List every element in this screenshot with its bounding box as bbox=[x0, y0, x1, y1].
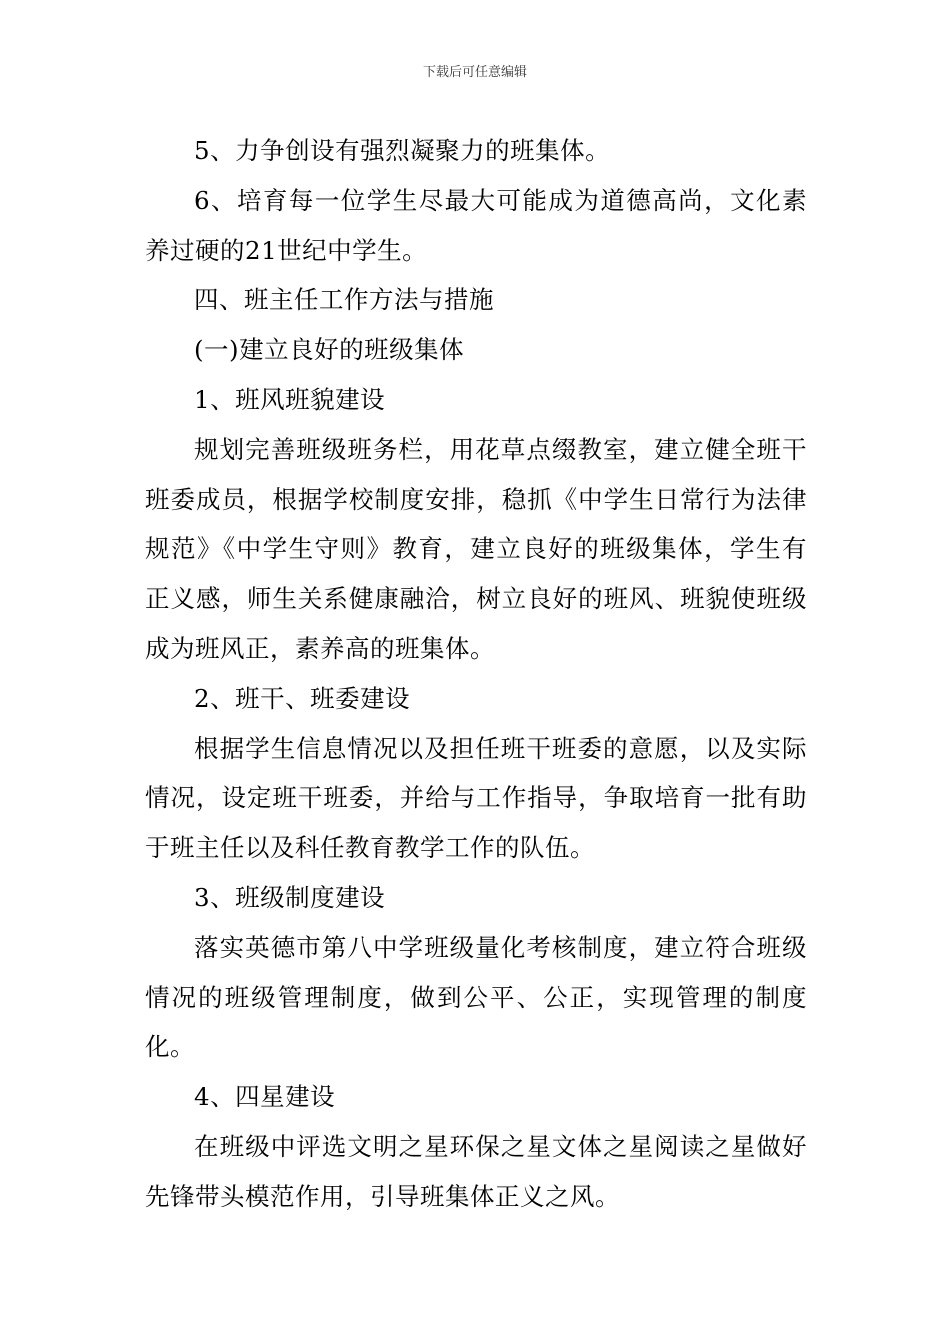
page-header-note: 下载后可任意编辑 bbox=[422, 65, 527, 80]
document-body bbox=[145, 126, 807, 1222]
paragraph-class-rules: 落实英德市第八中学班级量化考核制度，建立符合班级情况的班级管理制度，做到公平、公正，实现管理的制度化。 bbox=[145, 932, 807, 1062]
item-heading-class-style: 1、班风班貌建设 bbox=[194, 384, 386, 414]
paragraph-four-stars: 在班级中评选文明之星环保之星文体之星阅读之星做好先锋带头模范作用，引导班集体正义之风。 bbox=[145, 1131, 807, 1211]
subsection-heading-class-collective: (一)建立良好的班级集体 bbox=[194, 335, 465, 365]
section-heading-methods: 四、班主任工作方法与措施 bbox=[194, 285, 494, 315]
item-heading-class-cadres: 2、班干、班委建设 bbox=[194, 683, 411, 713]
paragraph-class-cadres: 根据学生信息情况以及担任班干班委的意愿，以及实际情况，设定班干班委，并给与工作指导，争取培育一批有助于班主任以及科任教育教学工作的队伍。 bbox=[145, 733, 807, 863]
list-item-goal-5: 5、力争创设有强烈凝聚力的班集体。 bbox=[194, 136, 611, 165]
list-item-goal-6: 6、培育每一位学生尽最大可能成为道德高尚，文化素养过硬的21世纪中学生。 bbox=[145, 185, 807, 265]
item-heading-four-stars: 4、四星建设 bbox=[194, 1082, 336, 1112]
paragraph-class-style: 规划完善班级班务栏，用花草点缀教室，建立健全班干班委成员，根据学校制度安排，稳抓《中学生日常行为法律规范》《中学生守则》教育，建立良好的班级集体，学生有正义感，师生关系健康融洽，树立良好的班风、班貌使班级成为班风正，素养高的班集体。 bbox=[145, 434, 807, 663]
item-heading-class-rules: 3、班级制度建设 bbox=[194, 882, 386, 912]
